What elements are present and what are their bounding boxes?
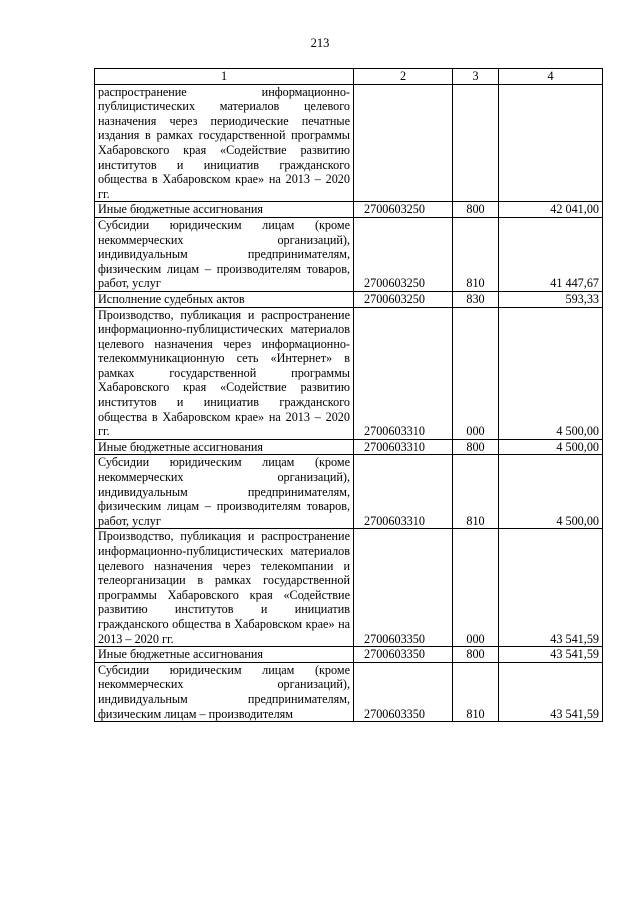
row-code: 2700603250 <box>354 217 453 291</box>
column-header: 2 <box>354 69 453 85</box>
row-name: Исполнение судебных актов <box>95 291 354 307</box>
row-type: 000 <box>453 307 499 439</box>
row-amount: 4 500,00 <box>499 307 603 439</box>
row-name: Производство, публикация и распространение информационно-публицистических материалов целевого назначения через телекомпании и телеорганизации в рамках государственной программы Хабаровского края «Содействие развитию институтов и инициатив гражданского общества в Хабаровском крае» на 2013 – 2020 гг. <box>95 529 354 647</box>
table-header-row <box>95 69 603 85</box>
row-type: 800 <box>453 439 499 455</box>
row-amount: 42 041,00 <box>499 202 603 218</box>
row-type: 810 <box>453 217 499 291</box>
row-code: 2700603350 <box>354 647 453 663</box>
table-row <box>95 291 603 307</box>
table-row <box>95 647 603 663</box>
row-amount: 4 500,00 <box>499 455 603 529</box>
row-code: 2700603250 <box>354 202 453 218</box>
page-number: 213 <box>310 36 330 50</box>
row-code: 2700603250 <box>354 291 453 307</box>
row-amount: 43 541,59 <box>499 647 603 663</box>
row-amount: 43 541,59 <box>499 529 603 647</box>
row-type <box>453 84 499 202</box>
row-name: Субсидии юридическим лицам (кроме некоммерческих организаций), индивидуальным предпринимателям, физическим лицам – производителям <box>95 662 354 721</box>
table-row <box>95 529 603 647</box>
row-amount: 593,33 <box>499 291 603 307</box>
row-type: 800 <box>453 647 499 663</box>
row-name: Иные бюджетные ассигнования <box>95 202 354 218</box>
row-amount: 41 447,67 <box>499 217 603 291</box>
table-row <box>95 455 603 529</box>
budget-table <box>94 68 603 722</box>
table-row <box>95 217 603 291</box>
table-row <box>95 84 603 202</box>
row-type: 810 <box>453 662 499 721</box>
column-header: 1 <box>95 69 354 85</box>
row-name: Иные бюджетные ассигнования <box>95 647 354 663</box>
table-row <box>95 439 603 455</box>
table-row <box>95 662 603 721</box>
row-amount: 43 541,59 <box>499 662 603 721</box>
column-header: 3 <box>453 69 499 85</box>
table-row <box>95 307 603 439</box>
row-type: 800 <box>453 202 499 218</box>
row-name: Производство, публикация и распространение информационно-публицистических материалов целевого назначения через информационно-телекоммуникационную сеть «Интернет» в рамках государственной программы Хабаровского края «Содействие развитию институтов и инициатив гражданского общества в Хабаровском крае» на 2013 – 2020 гг. <box>95 307 354 439</box>
row-code: 2700603310 <box>354 439 453 455</box>
row-code <box>354 84 453 202</box>
row-code: 2700603310 <box>354 307 453 439</box>
row-name: Субсидии юридическим лицам (кроме некоммерческих организаций), индивидуальным предпринимателям, физическим лицам – производителям товаров, работ, услуг <box>95 455 354 529</box>
row-type: 830 <box>453 291 499 307</box>
row-type: 810 <box>453 455 499 529</box>
row-name: Субсидии юридическим лицам (кроме некоммерческих организаций), индивидуальным предпринимателям, физическим лицам – производителям товаров, работ, услуг <box>95 217 354 291</box>
row-code: 2700603350 <box>354 529 453 647</box>
row-amount: 4 500,00 <box>499 439 603 455</box>
row-name: распространение информационно-публицистических материалов целевого назначения через периодические печатные издания в рамках государственной программы Хабаровского края «Содействие развитию институтов и инициатив гражданского общества в Хабаровском крае» на 2013 – 2020 гг. <box>95 84 354 202</box>
row-type: 000 <box>453 529 499 647</box>
row-amount <box>499 84 603 202</box>
row-code: 2700603350 <box>354 662 453 721</box>
row-code: 2700603310 <box>354 455 453 529</box>
column-header: 4 <box>499 69 603 85</box>
row-name: Иные бюджетные ассигнования <box>95 439 354 455</box>
table-row <box>95 202 603 218</box>
